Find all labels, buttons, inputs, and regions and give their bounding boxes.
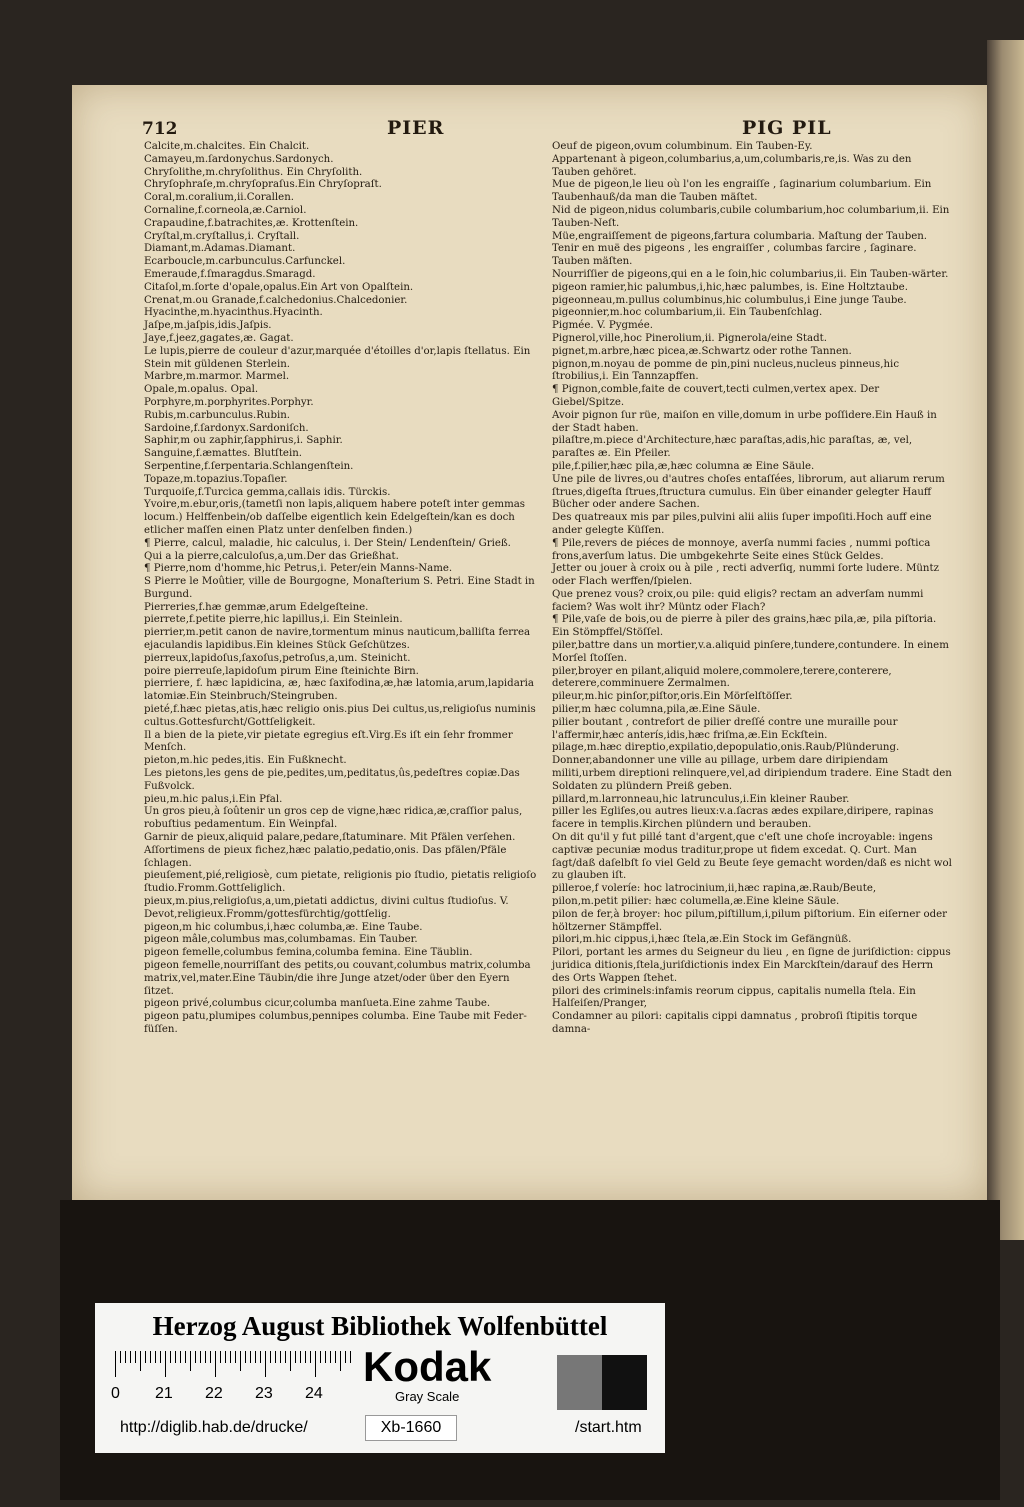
dictionary-entry: Topaze,m.topazius.Topaſier. xyxy=(144,473,288,485)
ruler-tick xyxy=(205,1351,206,1363)
gray-patch-dark xyxy=(602,1355,647,1410)
dictionary-entry: pieuſement,pié,religiosè, cum pietate, religionis pio ſtudio, pietatis religioſo ſtudio.Fromm.Gottſeliglich. xyxy=(144,870,537,895)
scan-target-card xyxy=(95,1303,665,1453)
dictionary-entry: Oeuf de pigeon,ovum columbinum. Ein Tauben-Ey. xyxy=(552,141,813,152)
dictionary-entry: Jetter ou jouer à croix ou à pile , recti adverſiq, nummi ſorte ludere. Müntz oder Flach werffen/ſpielen. xyxy=(552,563,939,588)
dictionary-entry: Diamant,m.Adamas.Diamant. xyxy=(144,243,296,255)
dictionary-entry: pigeonnier,m.hoc columbarium,ii. Ein Taubenſchlag. xyxy=(552,307,823,319)
dictionary-entry: piler,broyer en pilant,aliquid molere,commolere,terere,conterere, deterere,comminuere Zermalmen. xyxy=(552,665,892,690)
dictionary-entry: ¶ Pile,revers de piéces de monnoye, averſa nummi facies , nummi poſtica frons,averſum latus. Die umbgekehrte Seite eines Stück Geldes. xyxy=(552,537,931,562)
dictionary-entry: Emeraude,f.ſmaragdus.Smaragd. xyxy=(144,268,316,280)
ruler-tick xyxy=(225,1351,226,1363)
dictionary-entry: Appartenant à pigeon,columbarius,a,um,columbaris,re,is. Was zu den Tauben gehöret. xyxy=(552,153,912,178)
ruler-tick xyxy=(245,1351,246,1363)
page-number: 712 xyxy=(142,119,178,139)
ruler-tick xyxy=(200,1351,201,1363)
dictionary-entry: Nourriſſier de pigeons,qui en a le ſoin,hic columbarius,ii. Ein Tauben-wärter. xyxy=(552,268,949,280)
dictionary-entry: pilori des criminels:infamis reorum cippus, capitalis numella ſtela. Ein Halſeiſen/Pranger, xyxy=(552,985,916,1010)
scale-number: 0 xyxy=(111,1385,120,1402)
dictionary-entry: Nid de pigeon,nidus columbaris,cubile columbarium,hoc columbarium,ii. Ein Tauben-Neſt. xyxy=(552,204,950,229)
dictionary-entry: pierrete,f.petite pierre,hic lapillus,i. Ein Steinlein. xyxy=(144,614,403,626)
dictionary-entry: pigeon ramier,hic palumbus,i,hic,hæc palumbes, is. Eine Holtztaube. xyxy=(552,281,908,293)
ruler-tick xyxy=(210,1351,211,1363)
dictionary-entry: pilaſtre,m.piece d'Architecture,hæc paraſtas,adis,hic paraſtas, æ, vel, paraſtes æ. Ein Pfeiler. xyxy=(552,435,913,460)
dictionary-entry: pigeonneau,m.pullus columbinus,hic columbulus,i Eine junge Taube. xyxy=(552,294,907,306)
ruler-tick xyxy=(195,1351,196,1363)
dictionary-entry: pile,f.pilier,hæc pila,æ,hæc columna æ Eine Säule. xyxy=(552,460,815,472)
dictionary-entry: pigeon privé,columbus cicur,columba manſueta.Eine zahme Taube. xyxy=(144,998,491,1010)
dictionary-entry: pieu,m.hic palus,i.Ein Pfal. xyxy=(144,793,283,805)
ruler-tick xyxy=(115,1351,116,1377)
dictionary-entry: Pigmée. V. Pygmée. xyxy=(552,320,653,332)
ruler-tick xyxy=(320,1351,321,1363)
ruler-tick xyxy=(165,1351,166,1377)
dictionary-entry: Tenir en muë des pigeons , les engraiſſer , columbas farcire , ſaginare. Tauben mäſten. xyxy=(552,243,917,268)
dictionary-entry: pignon,m.noyau de pomme de pin,pini nucleus,nucleus pinneus,hic ſtrobilius,i. Ein Tannzapffen. xyxy=(552,358,900,383)
dictionary-entry: piller les Egliſes,ou autres lieux:v.a.ſacras ædes expilare,diripere, rapinas facere in templis.Kirchen plündern und berauben. xyxy=(552,806,934,831)
dictionary-entry: Pierreries,f.hæ gemmæ,arum Edelgeſteine. xyxy=(144,601,369,613)
dictionary-entry: ¶ Pierre,nom d'homme,hic Petrus,i. Peter/ein Manns-Name. xyxy=(144,563,453,575)
dictionary-entry: Sardoine,f.ſardonyx.Sardoniſch. xyxy=(144,422,309,434)
dictionary-entry: Donner,abandonner une ville au pillage, urbem dare diripiendam militi,urbem direptioni relinquere,vel,ad diripiendum tradere. Eine Stadt den Soldaten zu plündern Preiß geben. xyxy=(552,755,952,792)
url-suffix: /start.htm xyxy=(575,1419,642,1436)
ruler-tick xyxy=(330,1351,331,1363)
dictionary-entry: pierriere, f. hæc lapidicina, æ, hæc ſaxifodina,æ,hæ latomia,arum,lapidaria latomiæ.Ein Steinbruch/Steingruben. xyxy=(144,678,534,703)
dictionary-entry: Aſſortimens de pieux fichez,hæc palatio,pedatio,onis. Das pfälen/Pfäle ſchlagen. xyxy=(144,844,507,869)
ruler-tick xyxy=(235,1351,236,1363)
dictionary-entry: Garnir de pieux,aliquid palare,pedare,ſtatuminare. Mit Pfälen verſehen. xyxy=(144,832,516,844)
dictionary-entry: pilleroe,f voleríe: hoc latrocinium,ii,hæc rapina,æ.Raub/Beute, xyxy=(552,883,877,895)
ruler-tick xyxy=(130,1351,131,1363)
scale-number: 23 xyxy=(255,1385,273,1402)
dictionary-entry: poire pierreuſe,lapidoſum pirum Eine ſteinichte Birn. xyxy=(144,665,419,677)
dictionary-entry: pigeon femelle,nourriſſant des petits,ou couvant,columbus matrix,columba matrix,vel,mater.Eine Täubin/die ihre Junge atzet/oder über den Eyern ſitzet. xyxy=(144,960,531,997)
left-column xyxy=(144,141,539,1037)
dictionary-entry: Coral,m.coralium,ii.Corallen. xyxy=(144,192,294,204)
dictionary-entry: Une pile de livres,ou d'autres choſes entaſſées, librorum, aut aliarum rerum ſtrues,digeſta ſtrues,ſtructura cumulus. Ein über einander gelegter Hauff Bücher oder andere Sachen. xyxy=(552,473,945,511)
ruler-tick xyxy=(190,1351,191,1371)
ruler-tick xyxy=(170,1351,171,1363)
dictionary-entry: Le lupis,pierre de couleur d'azur,marquée d'étoilles d'or,lapis ſtellatus. Ein Stein mit güldenen Sterlein. xyxy=(144,345,531,370)
shelfmark: Xb-1660 xyxy=(365,1415,457,1441)
dictionary-entry: Qui a la pierre,calculoſus,a,um.Der das Grießhat. xyxy=(144,550,399,562)
ruler-tick xyxy=(120,1351,121,1363)
dictionary-entry: pierreux,lapidoſus,ſaxoſus,petroſus,a,um. Steinicht. xyxy=(144,652,411,664)
dictionary-entry: Jaſpe,m.jaſpis,idis.Jaſpis. xyxy=(144,320,272,332)
ruler-tick xyxy=(345,1351,346,1363)
dictionary-entry: Hyacinthe,m.hyacinthus.Hyacinth. xyxy=(144,307,323,319)
ruler-tick xyxy=(140,1351,141,1371)
book-fore-edge xyxy=(987,40,1024,1240)
ruler-tick xyxy=(350,1351,351,1363)
book-page xyxy=(72,85,987,1200)
dictionary-entry: pignet,m.arbre,hæc picea,æ.Schwartz oder rothe Tannen. xyxy=(552,345,852,357)
ruler-tick xyxy=(150,1351,151,1363)
dictionary-entry: Calcite,m.chalcites. Ein Chalcit. xyxy=(144,141,310,152)
ruler-tick xyxy=(305,1351,306,1363)
ruler-tick xyxy=(155,1351,156,1363)
dictionary-entry: Cryſtal,m.cryſtallus,i. Cryſtall. xyxy=(144,230,300,242)
dictionary-entry: Des quatreaux mis par piles,pulvini alii aliis ſuper impoſiti.Hoch auff eine ander gelegte Küſſen. xyxy=(552,512,932,536)
dictionary-entry: Opale,m.opalus. Opal. xyxy=(144,384,259,396)
dictionary-entry: Mue de pigeon,le lieu où l'on les engraiſſe , ſaginarium columbarium. Ein Taubenhauß/da man die Tauben mäſtet. xyxy=(552,179,932,204)
dictionary-entry: pilage,m.hæc direptio,expilatio,depopulatio,onis.Raub/Plünderung. xyxy=(552,742,900,754)
dictionary-entry: ¶ Pignon,comble,faite de couvert,tecti culmen,vertex apex. Der Giebel/Spitze. xyxy=(552,384,880,408)
dictionary-entry: Müe,engraiſſement de pigeons,fartura columbaria. Maſtung der Tauben. xyxy=(552,230,928,242)
dictionary-entry: Sanguine,f.æmattes. Blutſtein. xyxy=(144,448,303,460)
dictionary-entry: Un gros pieu,à ſoûtenir un gros cep de vigne,hæc ridica,æ,craſſior palus, robuſtius pedamentum. Ein Weinpfal. xyxy=(144,806,523,831)
ruler-tick xyxy=(280,1351,281,1363)
dictionary-entry: S Pierre le Moûtier, ville de Bourgogne, Monaſterium S. Petri. Eine Stadt in Burgund. xyxy=(144,576,535,600)
ruler-tick xyxy=(250,1351,251,1363)
ruler-tick xyxy=(145,1351,146,1363)
dictionary-entry: pilon,m.petit pilier: hæc columella,æ.Eine kleine Säule. xyxy=(552,896,840,908)
dictionary-entry: pigeon patu,plumipes columbus,pennipes columba. Eine Taube mit Feder-füſſen. xyxy=(144,1011,527,1035)
dictionary-entry: pigeon femelle,columbus femina,columba femina. Eine Täublin. xyxy=(144,947,473,959)
dictionary-entry: Chryſolithe,m.chryſolithus. Ein Chryſolith. xyxy=(144,166,363,178)
dictionary-entry: Que prenez vous? croix,ou pile: quid eligis? rectam an adverſam nummi faciem? Was wolt ihr? Müntz oder Flach? xyxy=(552,588,924,613)
dictionary-entry: Cornaline,f.corneola,æ.Carniol. xyxy=(144,204,307,216)
dictionary-entry: Camayeu,m.ſardonychus.Sardonych. xyxy=(144,153,334,165)
ruler-tick xyxy=(270,1351,271,1363)
dictionary-entry: Jaye,f.jeez,gagates,æ. Gagat. xyxy=(144,332,294,344)
dictionary-entry: Saphir,m ou zaphir,ſapphirus,i. Saphir. xyxy=(144,435,343,447)
ruler-tick xyxy=(220,1351,221,1363)
scale-ruler xyxy=(115,1351,350,1377)
ruler-tick xyxy=(335,1351,336,1363)
ruler-tick xyxy=(125,1351,126,1363)
dictionary-entry: Pignerol,ville,hoc Pinerolium,ii. Pignerola/eine Stadt. xyxy=(552,332,827,344)
dictionary-entry: Marbre,m.marmor. Marmel. xyxy=(144,371,290,383)
dictionary-entry: On dit qu'il y fut pillé tant d'argent,que c'eſt une choſe incroyable: ingens captivæ pecuniæ modus traditur,prope ut fidem excedat. Q. Curt. Man ſagt/daß daſelbſt ſo viel Geld zu Beute ſeye gemacht worden/daß es nicht wol zu glauben iſt. xyxy=(552,832,952,882)
dictionary-entry: pieux,m.pius,religioſus,a,um,pietati addictus, divini cultus ſtudioſus. V. Devot,religieux.Fromm/gottesfürchtig/gottſelig. xyxy=(144,896,509,920)
ruler-tick xyxy=(240,1351,241,1371)
ruler-tick xyxy=(310,1351,311,1363)
dictionary-entry: piler,battre dans un mortier,v.a.aliquid pinſere,tundere,contundere. In einem Morſel ſtoſſen. xyxy=(552,640,949,664)
dictionary-entry: ¶ Pile,vaſe de bois,ou de pierre à piler des grains,hæc pila,æ, pila piſtoria. Ein Stömpffel/Stöſſel. xyxy=(552,614,937,639)
dictionary-entry: pieton,m.hic pedes,itis. Ein Fußknecht. xyxy=(144,755,347,767)
ruler-tick xyxy=(135,1351,136,1363)
dictionary-entry: pigeon mâle,columbus mas,columbamas. Ein Tauber. xyxy=(144,934,418,946)
ruler-tick xyxy=(275,1351,276,1363)
ruler-tick xyxy=(340,1351,341,1371)
scale-number: 24 xyxy=(305,1385,323,1402)
dictionary-entry: Crenat,m.ou Granade,f.calchedonius.Chalcedonier. xyxy=(144,294,408,306)
dictionary-entry: Ecarboucle,m.carbunculus.Carfunckel. xyxy=(144,256,346,268)
ruler-tick xyxy=(215,1351,216,1377)
kodak-logo: Kodak xyxy=(363,1343,492,1390)
ruler-tick xyxy=(290,1351,291,1371)
right-running-head: PIG PIL xyxy=(742,117,832,139)
url-prefix: http://diglib.hab.de/drucke/ xyxy=(120,1419,308,1436)
dictionary-entry: ¶ Pierre, calcul, maladie, hic calculus, i. Der Stein/ Lendenſtein/ Grieß. xyxy=(144,537,511,549)
dictionary-entry: Pilori, portant les armes du Seigneur du lieu , en ſigne de juriſdiction: cippus juridica ditionis,ſtela,juriſdictionis index Ein Marckſtein/darauf des Herrn des Orts Wappen ſtehet. xyxy=(552,947,951,984)
scale-number: 21 xyxy=(155,1385,173,1402)
dictionary-entry: Serpentine,f.ſerpentaria.Schlangenſtein. xyxy=(144,460,354,472)
gray-scale-label: Gray Scale xyxy=(395,1389,460,1404)
ruler-tick xyxy=(315,1351,316,1377)
ruler-tick xyxy=(160,1351,161,1363)
ruler-tick xyxy=(230,1351,231,1363)
ruler-tick xyxy=(295,1351,296,1363)
ruler-tick xyxy=(180,1351,181,1363)
dictionary-entry: Condamner au pilori: capitalis cippi damnatus , probroſi ſtipitis torque damna- xyxy=(552,1011,918,1035)
dictionary-entry: Citaſol,m.ſorte d'opale,opalus.Ein Art von Opalſtein. xyxy=(144,281,414,293)
dictionary-entry: Crapaudine,f.batrachites,æ. Krottenſtein. xyxy=(144,217,359,229)
ruler-tick xyxy=(325,1351,326,1363)
dictionary-entry: pilier,m hæc columna,pila,æ.Eine Säule. xyxy=(552,704,761,716)
ruler-tick xyxy=(185,1351,186,1363)
ruler-tick xyxy=(260,1351,261,1363)
dictionary-entry: Turquoiſe,f.Turcica gemma,callais idis. Türckis. xyxy=(144,486,391,498)
dictionary-entry: pilier boutant , contrefort de pilier dreſſé contre une muraille pour l'affermir,hæc anterís,idis,hæc friſma,æ.Ein Eckſtein. xyxy=(552,716,898,741)
ruler-tick xyxy=(175,1351,176,1363)
dictionary-entry: Les pietons,les gens de pie,pedites,um,peditatus,ûs,pedeſtres copiæ.Das Fußvolck. xyxy=(144,768,520,792)
dictionary-entry: pilon de fer,à broyer: hoc pilum,piſtillum,i,pilum piſtorium. Ein eiſerner oder höltzerner Stämpffel. xyxy=(552,908,948,933)
dictionary-entry: Avoir pignon ſur rüe, maiſon en ville,domum in urbe poſſidere.Ein Hauß in der Stadt haben. xyxy=(552,409,937,434)
url-row xyxy=(95,1415,665,1441)
dictionary-entry: Yvoire,m.ebur,oris,(tametſi non lapis,aliquem habere poteſt inter gemmas locum.) Helffenbein/ob daſſelbe eigentlich kein Edelgeſtein/kan es doch etlicher maſſen einen Platz unter denſelben finden.) xyxy=(144,499,526,536)
ruler-tick xyxy=(265,1351,266,1377)
dictionary-entry: Rubis,m.carbunculus.Rubin. xyxy=(144,409,291,421)
dictionary-entry: Il a bien de la piete,vir pietate egregius eſt.Virg.Es iſt ein ſehr frommer Menſch. xyxy=(144,729,513,754)
dictionary-entry: pileur,m.hic pinſor,piſtor,oris.Ein Mörſelſtöſſer. xyxy=(552,691,793,703)
dictionary-entry: Porphyre,m.porphyrites.Porphyr. xyxy=(144,396,314,408)
dictionary-entry: pierrier,m.petit canon de navire,tormentum minus nauticum,balliſta ferrea ejaculandis lapidibus.Ein kleines Stück Geſchützes. xyxy=(144,627,531,652)
ruler-tick xyxy=(285,1351,286,1363)
dictionary-entry: pillard,m.larronneau,hic latrunculus,i.Ein kleiner Rauber. xyxy=(552,793,850,805)
library-title: Herzog August Bibliothek Wolfenbüttel xyxy=(152,1311,608,1341)
dictionary-entry: Chryſophraſe,m.chryſopraſus.Ein Chryſopraſt. xyxy=(144,179,382,191)
dictionary-entry: pilori,m.hic cippus,i,hæc ſtela,æ.Ein Stock im Gefängnüß. xyxy=(552,934,852,946)
gray-patch-mid xyxy=(557,1355,602,1410)
page-header xyxy=(142,117,947,141)
left-running-head: PIER xyxy=(387,117,445,139)
dictionary-entry: pieté,f.hæc pietas,atis,hæc religio onis.pius Dei cultus,us,religioſus numinis cultus.Gottesfurcht/Gottſeligkeit. xyxy=(144,704,536,728)
scale-number: 22 xyxy=(205,1385,223,1402)
ruler-tick xyxy=(255,1351,256,1363)
dictionary-entry: pigeon,m hic columbus,i,hæc columba,æ. Eine Taube. xyxy=(144,921,423,933)
ruler-tick xyxy=(300,1351,301,1363)
right-column xyxy=(552,141,952,1037)
